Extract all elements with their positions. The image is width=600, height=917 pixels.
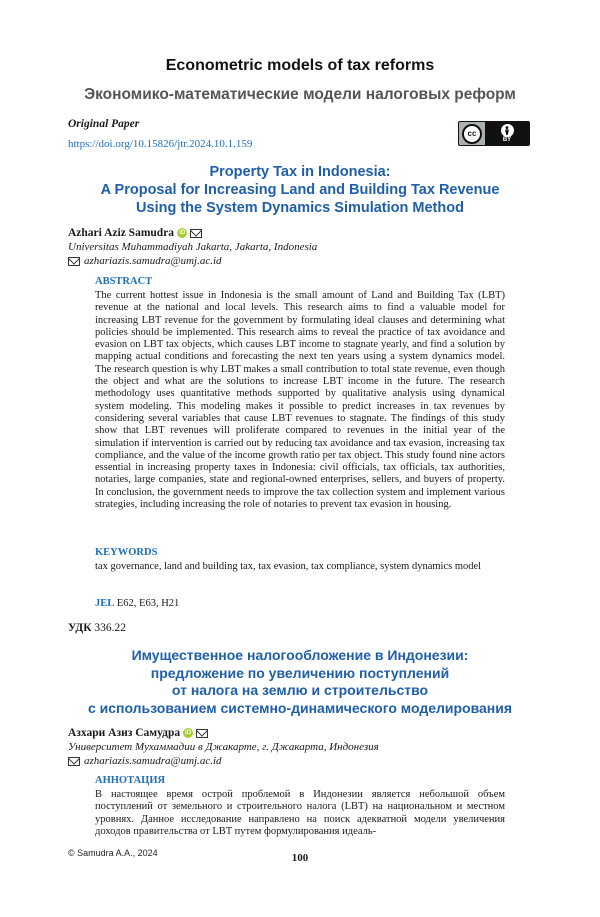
by-label: BY [502,137,512,143]
cc-by-license-badge[interactable] [458,121,530,146]
article-title-ru [40,647,560,717]
email-address[interactable]: azhariazis.samudra@umj.ac.id [84,255,222,267]
paper-type: Original Paper [68,118,140,130]
mail-icon[interactable] [196,729,208,738]
abstract-label: ABSTRACT [95,276,153,287]
abstract-text-ru: В настоящее время острой проблемой в Индонезии является небольшой объем поступлений от земельного и строительного налога (LBT) на национальном и местном уровнях. Данное исследование направлено на поиск адекватной модели увеличения доходов правительства от LBT путем формулирования идеаль- [95,789,505,837]
udc-code [68,622,126,634]
email-en [68,255,222,267]
author-name: Азхари Азиз Самудра [68,727,181,739]
jel-label: JEL [95,598,115,609]
article-title-en [60,163,540,217]
copyright: © Samudra A.A., 2024 [68,848,158,858]
title-line: предложение по увеличению поступлений [150,664,450,681]
by-block [485,122,529,145]
doi-link[interactable]: https://doi.org/10.15826/jtr.2024.10.1.159 [68,138,253,150]
journal-section-title: Econometric models of tax reforms [165,57,435,74]
affiliation-en: Universitas Muhammadiyah Jakarta, Jakarta, Indonesia [68,241,318,253]
jel-values: E62, E63, H21 [116,598,180,609]
keywords-label: KEYWORDS [95,547,158,558]
mail-icon[interactable] [190,229,202,238]
udc-value: 336.22 [94,622,127,634]
udc-label: УДК [68,622,92,634]
page-number: 100 [291,852,309,864]
email-ru [68,755,222,767]
email-address[interactable]: azhariazis.samudra@umj.ac.id [84,755,222,767]
title-line: A Proposal for Increasing Land and Building Tax Revenue [100,182,500,198]
abstract-text: The current hottest issue in Indonesia is the small amount of Land and Building Tax (LBT) revenue at the national and local levels. This research aims to find a valuable model for increasing LBT revenue for the government by formulating ideal clauses and determining what policies should be implemented. This research aims to reveal the practice of tax avoidance and evasion on LBT tax objects, which causes LBT income to stagnate yearly, and find a solution by mapping actual conditions and forecasting the next ten years using a system dynamics model. The research question is why LBT makes a small contribution to total state revenue, even though the object and what are the solutions to increase LBT income in the future. The research methodology uses quantitative methods supported by qualitative analysis using dynamical system modeling. This modeling makes it possible to predict increases in tax revenues by considering several variables that cause LBT revenues to stagnate. The findings of this study show that LBT revenues will proliferate compared to revenues in the initial year of the simulation if intervention is carried out by reducing tax avoidance and tax evasion, increasing tax compliance, and the value of the income growth ratio per tax object. This study found nine actors essential in increasing property taxes in Indonesia: civil officials, tax officials, tax authorities, notaries, large companies, state and regional-owned enterprises, sellers, and buyers of property. In conclusion, the government needs to improve the tax collection system and implement various strategies, including increasing the role of notaries to prevent tax evasion in housing. [95,290,505,511]
affiliation-ru: Университет Мухаммадии в Джакарте, г. Джакарта, Индонезия [68,741,379,753]
journal-section-title-ru: Экономико-математические модели налоговых реформ [84,86,516,103]
author-name: Azhari Aziz Samudra [68,227,175,239]
title-line: Имущественное налогообложение в Индонезии: [131,647,469,663]
keywords-text: tax governance, land and building tax, tax evasion, tax compliance, system dynamics model [95,561,482,572]
title-line: с использованием системно-динамического моделирования [87,699,513,716]
title-line: от налога на землю и строительство [171,682,429,698]
mail-icon [68,257,80,266]
jel-codes [95,598,179,609]
mail-icon [68,757,80,766]
abstract-label-ru: АННОТАЦИЯ [95,775,166,786]
title-line: Using the System Dynamics Simulation Method [136,200,464,216]
author-en [68,227,202,239]
orcid-icon[interactable]: iD [179,230,186,236]
author-ru [68,727,208,739]
person-icon [501,124,514,137]
title-line: Property Tax in Indonesia: [209,164,391,180]
cc-icon: cc [462,124,482,144]
orcid-icon[interactable]: iD [185,730,192,736]
